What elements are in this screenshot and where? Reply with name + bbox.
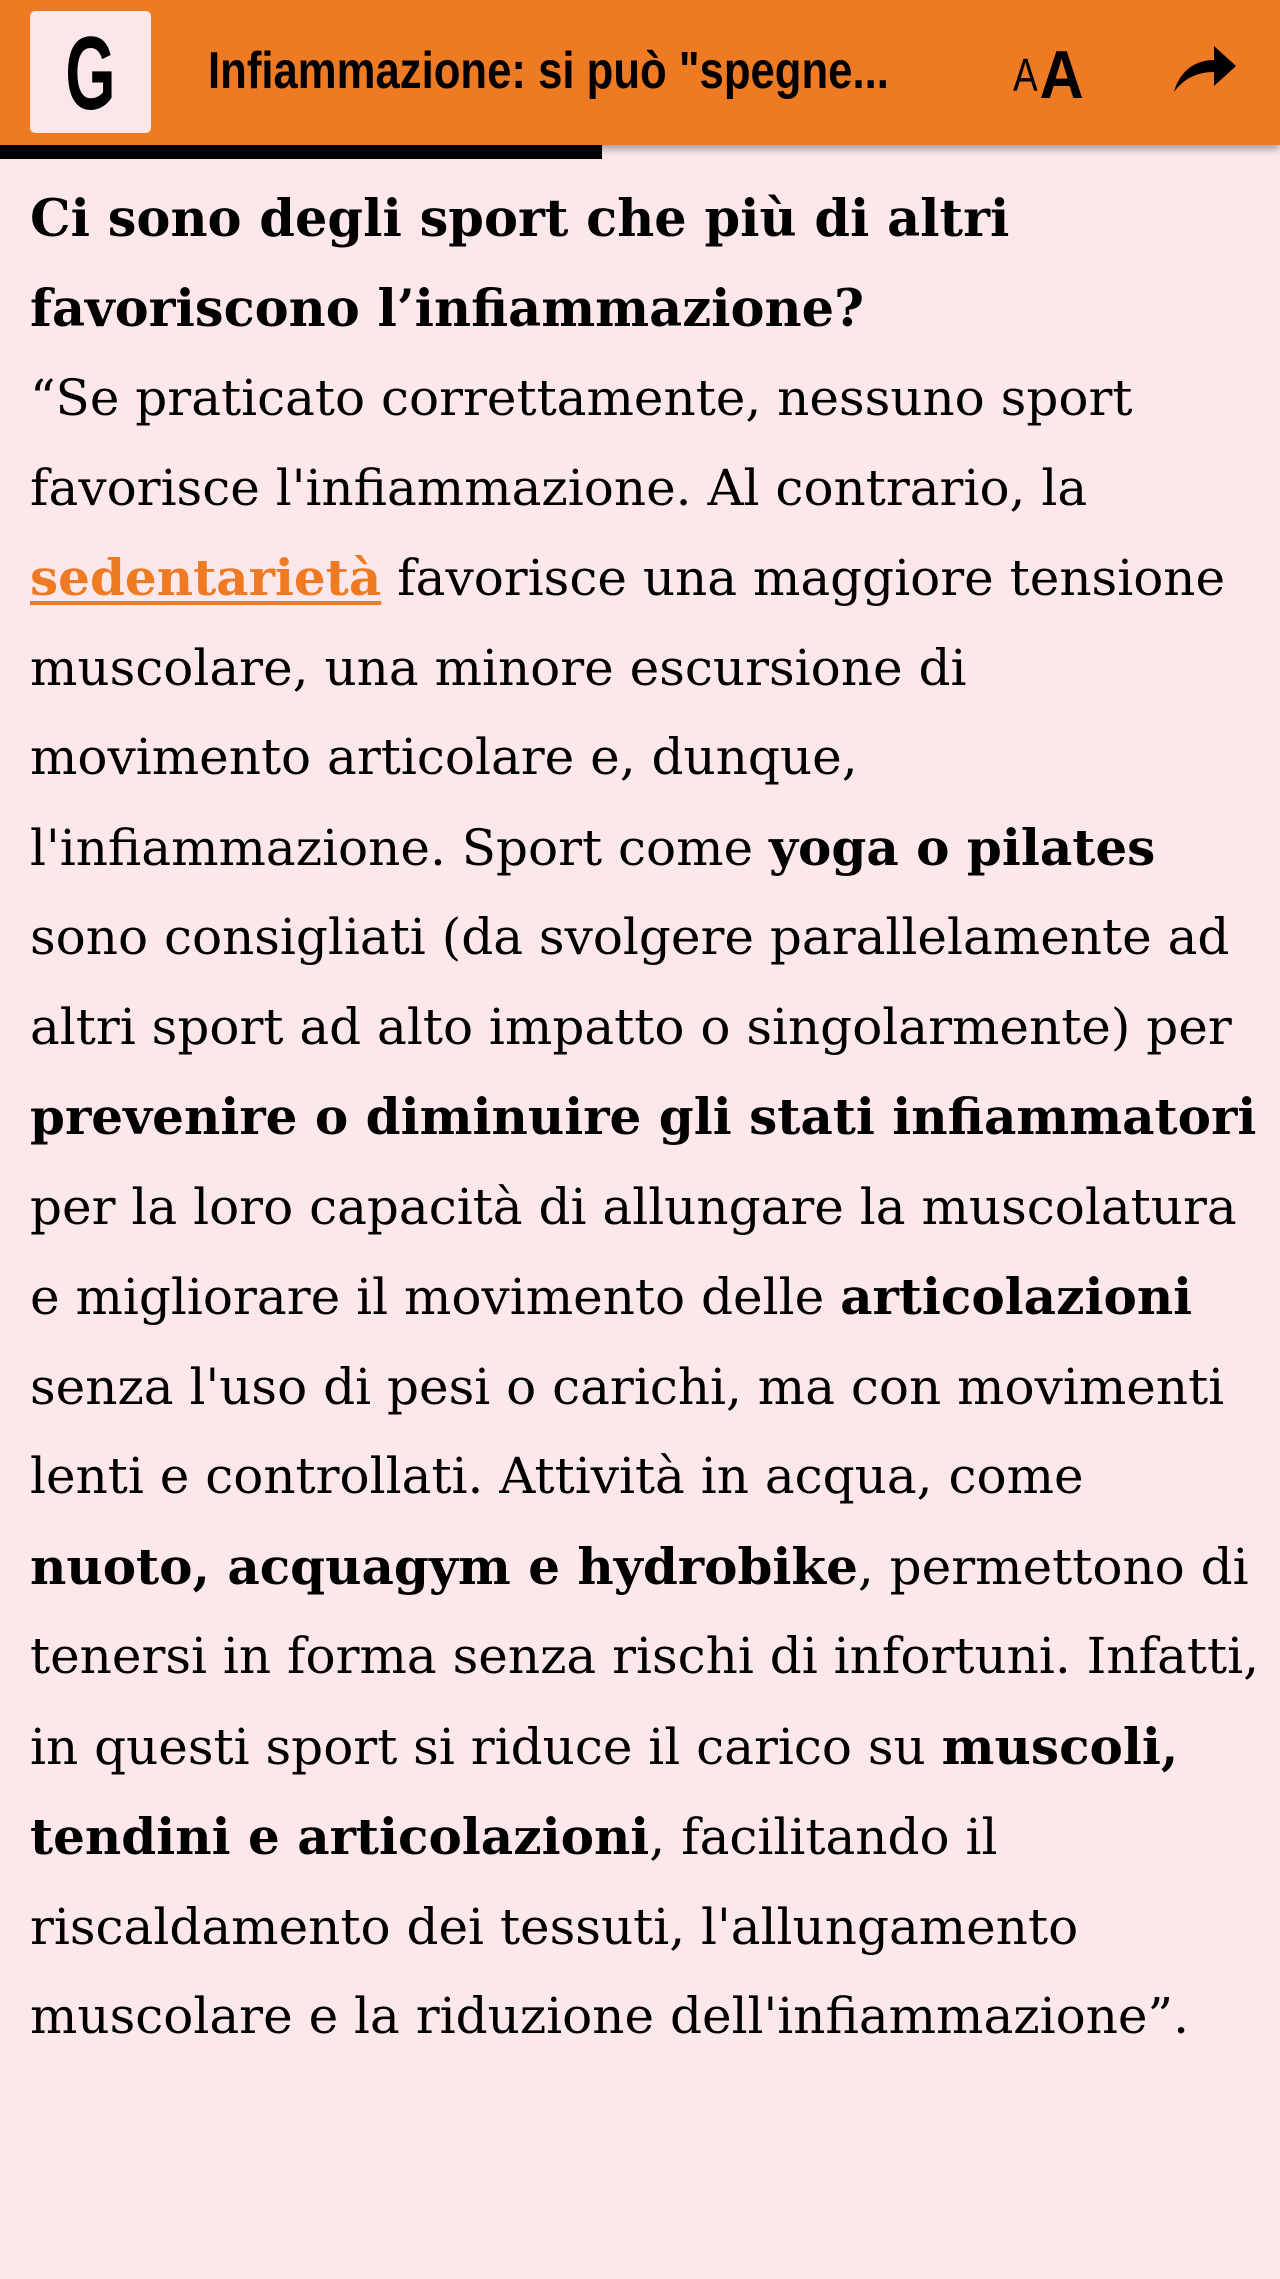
- bold-text: muscoli, tendini e articolazioni: [30, 1716, 1179, 1866]
- logo-letter: G: [65, 16, 116, 132]
- paragraph-text: senza l'uso di pesi o carichi, ma con movimenti lenti e controllati. Attività in acqua, come: [30, 1357, 1225, 1505]
- share-button[interactable]: [1170, 40, 1240, 100]
- bold-text: prevenire o diminuire gli stati infiammatori: [30, 1087, 1257, 1146]
- top-app-bar: [0, 0, 1280, 145]
- reading-progress-bar: [0, 145, 602, 159]
- article-paragraph: [30, 354, 1260, 2062]
- paragraph-text: per la loro capacità di allungare la muscolatura e migliorare il movimento delle: [30, 1177, 1237, 1326]
- font-size-button[interactable]: [1010, 30, 1120, 113]
- font-size-big-icon: A: [1039, 37, 1084, 113]
- paragraph-text: , facilitando il riscaldamento dei tessuti, l'allungamento muscolare e la riduzione dell'infiammazione”.: [30, 1808, 1189, 2045]
- bold-text: nuoto, acquagym e hydrobike: [30, 1536, 858, 1596]
- paragraph-text: favorisce una maggiore tensione muscolare, una minore escursione di movimento articolare e, dunque, l'infiammazione. Sport come: [30, 549, 1226, 877]
- paragraph-text: , permettono di tenersi in forma senza rischi di infortuni. Infatti, in questi sport si riduce il carico su: [30, 1537, 1259, 1776]
- bold-text: yoga o pilates: [769, 817, 1156, 877]
- article-title: Infiammazione: si può "spegne...: [208, 42, 889, 100]
- logo-button[interactable]: [30, 11, 151, 133]
- section-heading: Ci sono degli sport che più di altri favoriscono l’infiammazione?: [30, 189, 1010, 339]
- article-body: [30, 175, 1260, 2062]
- paragraph-text: sono consigliati (da svolgere parallelamente ad altri sport ad alto impatto o singolarmente) per: [30, 908, 1232, 1056]
- share-arrow-icon: [1170, 40, 1240, 100]
- paragraph-text: “Se praticato correttamente, nessuno sport favorisce l'infiammazione. Al contrario, la: [30, 369, 1133, 517]
- bold-text: articolazioni: [840, 1267, 1193, 1326]
- inline-link-sedentarieta[interactable]: sedentarietà: [30, 548, 382, 607]
- font-size-small-icon: A: [1013, 49, 1038, 101]
